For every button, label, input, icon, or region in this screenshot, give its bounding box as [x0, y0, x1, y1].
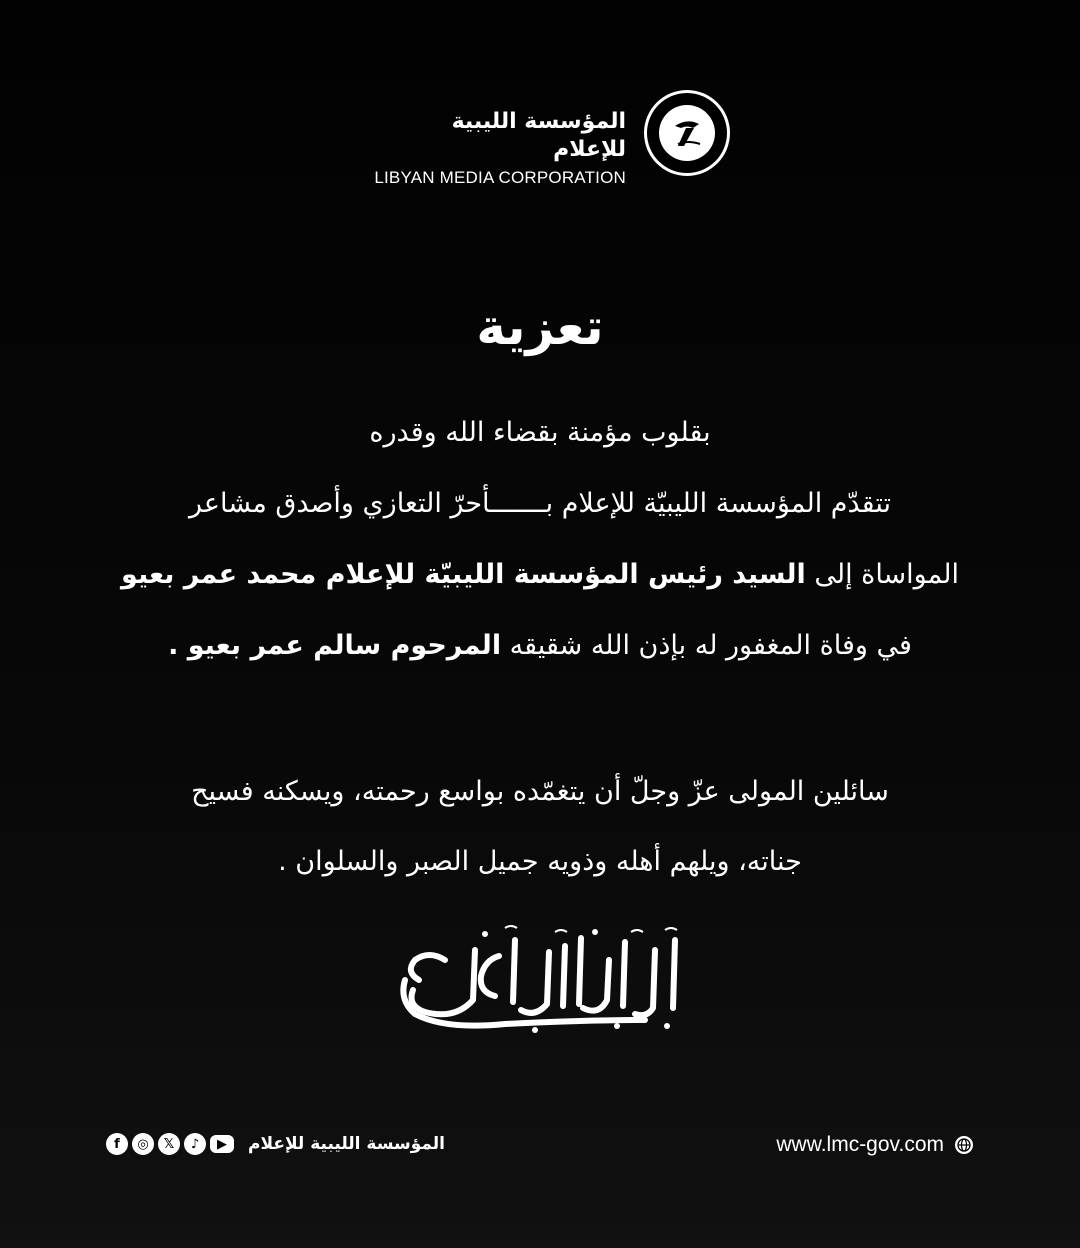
body-line-4-bold: المرحوم سالم عمر بعيو .	[168, 630, 502, 661]
body-line-2: تتقدّم المؤسسة الليبيّة للإعلام بـــــــأحرّ التعازي وأصدق مشاعر	[189, 488, 891, 519]
brand-name-english: LIBYAN MEDIA CORPORATION	[374, 168, 626, 187]
x-icon[interactable]: 𝕏	[158, 1133, 180, 1155]
instagram-icon[interactable]: ◎	[132, 1133, 154, 1155]
social-icons	[106, 1133, 234, 1155]
footer-social	[106, 1133, 445, 1155]
body-line-1: بقلوب مؤمنة بقضاء الله وقدره	[369, 417, 711, 448]
footer-org-name: المؤسسة الليبية للإعلام	[248, 1134, 445, 1154]
body-line-4	[40, 626, 1040, 666]
page-title: تعزية	[476, 298, 604, 356]
body-line-4-text: في وفاة المغفور له بإذن الله شقيقه	[509, 630, 912, 661]
body-line-3-bold: السيد رئيس المؤسسة الليبيّة للإعلام محمد عمر بعيو	[121, 559, 806, 590]
footer-website[interactable]	[776, 1133, 974, 1157]
website-link[interactable]: www.lmc-gov.com	[776, 1133, 944, 1156]
body-line-5: سائلين المولى عزّ وجلّ أن يتغمّده بواسع رحمته، ويسكنه فسيح	[191, 776, 889, 807]
calligraphy-quran-verse	[385, 920, 695, 1040]
youtube-icon[interactable]: ▶	[210, 1135, 234, 1153]
brand-text	[372, 108, 626, 190]
lmc-logo-icon	[642, 88, 732, 178]
body-line-3-text: المواساة إلى	[814, 559, 959, 590]
header-brand	[372, 86, 738, 186]
tiktok-icon[interactable]: ♪	[184, 1133, 206, 1155]
brand-name-arabic: المؤسسة الليبية للإعلام	[451, 109, 626, 162]
globe-icon	[954, 1135, 974, 1155]
facebook-icon[interactable]: f	[106, 1133, 128, 1155]
body-line-6: جناته، ويلهم أهله وذويه جميل الصبر والسلوان .	[278, 846, 802, 877]
body-line-3	[40, 555, 1040, 595]
